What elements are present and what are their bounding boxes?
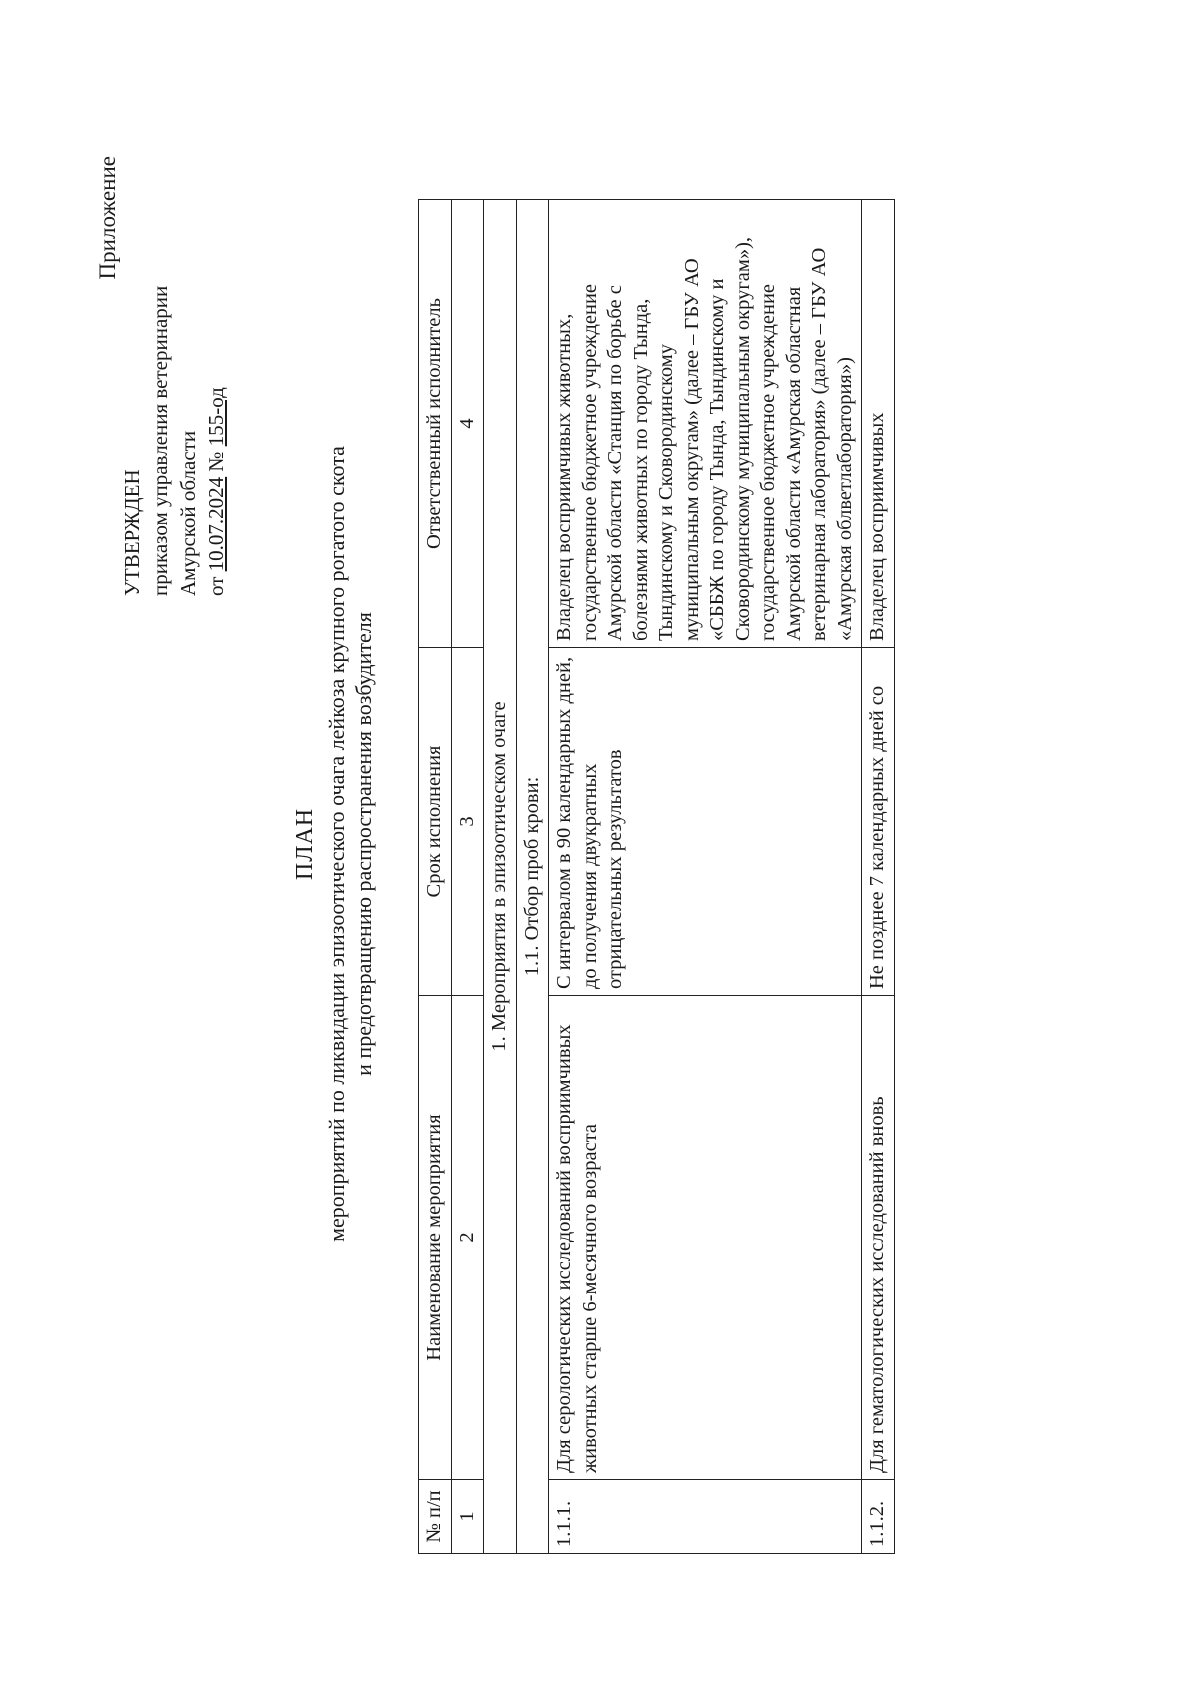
row-responsible: Владелец восприимчивых животных, государственное бюджетное учреждение Амурской области «Станция по борьбе с болезнями животных по городу Тында, Тындинскому и Сковородинскому муниципальным округам» (далее – ГБУ АО «СББЖ по городу Тында, Тындинскому и Сковородинскому муниципальным округам»), государственное бюджетное учреждение Амурской области «Амурская областная ветеринарная лаборатория» (далее – ГБУ АО «Амурская облветлаборатория»)	[549, 200, 862, 648]
section-row	[484, 200, 517, 1554]
row-deadline: С интервалом в 90 календарных дней, до получения двукратных отрицательных результатов	[549, 648, 862, 996]
date-prefix: от	[204, 571, 228, 596]
approved-label: УТВЕРЖДЕН	[120, 469, 144, 596]
column-number: 2	[451, 996, 484, 1480]
row-activity: Для серологических исследований восприимчивых животных старше 6-месячного возраста	[549, 996, 862, 1480]
appendix-label: Приложение	[95, 156, 120, 280]
header-number: № п/п	[419, 1480, 452, 1554]
approval-date: 10.07.2024	[204, 476, 228, 572]
row-responsible: Владелец восприимчивых	[862, 200, 895, 648]
document-title-block	[292, 254, 377, 1434]
header-deadline: Срок исполнения	[419, 648, 452, 996]
plan-table	[418, 199, 895, 1554]
document-subtitle-line-1: мероприятий по ликвидации эпизоотического очага лейкоза крупного рогатого скота	[324, 446, 349, 1242]
section-heading: 1. Мероприятия в эпизоотическом очаге	[484, 200, 517, 1554]
row-activity: Для гематологических исследований вновь	[862, 996, 895, 1480]
document-title: ПЛАН	[292, 807, 318, 881]
row-deadline: Не позднее 7 календарных дней со	[862, 648, 895, 996]
table-header-row	[419, 200, 452, 1554]
approval-date-line	[202, 156, 230, 596]
subsection-heading: 1.1. Отбор проб крови:	[516, 200, 549, 1554]
approval-stamp	[95, 156, 230, 596]
document-subtitle-line-2: и предотвращению распространения возбудителя	[351, 612, 376, 1076]
column-number: 4	[451, 200, 484, 648]
subsection-row	[516, 200, 549, 1554]
approval-number: 155-од	[204, 387, 228, 447]
column-number: 3	[451, 648, 484, 996]
header-responsible: Ответственный исполнитель	[419, 200, 452, 648]
row-number: 1.1.1.	[549, 1480, 862, 1554]
number-prefix: №	[204, 446, 228, 477]
table-row	[549, 200, 862, 1554]
header-activity: Наименование мероприятия	[419, 996, 452, 1480]
column-number-row	[451, 200, 484, 1554]
approval-line-2: Амурской области	[176, 430, 200, 596]
approval-line-1: приказом управления ветеринарии	[148, 285, 172, 596]
column-number: 1	[451, 1480, 484, 1554]
table-row	[862, 200, 895, 1554]
row-number: 1.1.2.	[862, 1480, 895, 1554]
